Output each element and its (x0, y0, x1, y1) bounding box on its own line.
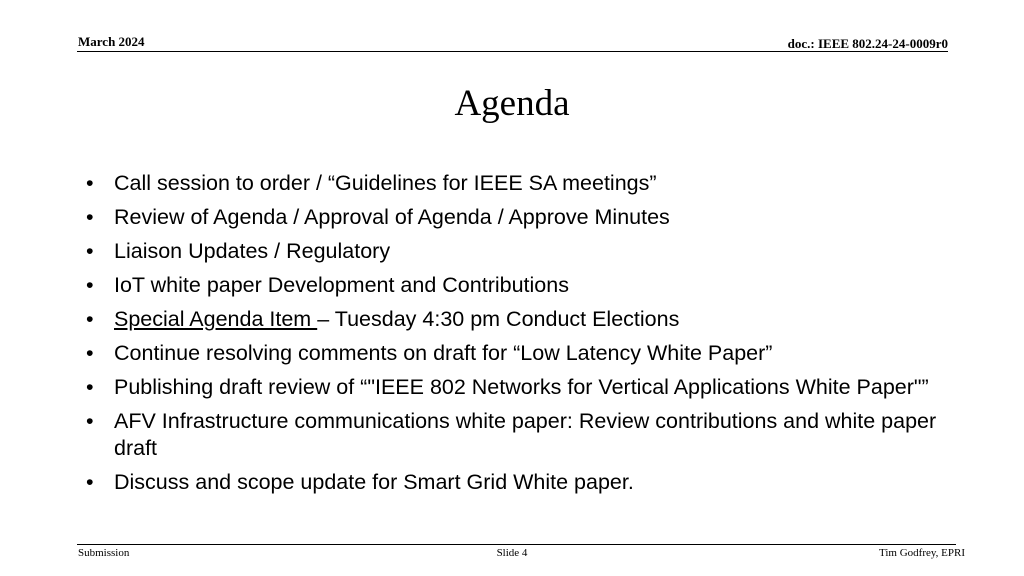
agenda-list (86, 170, 966, 503)
bullet-icon: • (86, 273, 94, 297)
agenda-item (86, 272, 966, 299)
bullet-icon: • (86, 470, 94, 494)
special-agenda-item-label: Special Agenda Item (114, 307, 318, 331)
agenda-item (86, 469, 966, 496)
agenda-item (86, 306, 966, 333)
header-divider (77, 51, 948, 52)
agenda-item-text: Review of Agenda / Approval of Agenda / Approve Minutes (114, 205, 670, 229)
agenda-item (86, 170, 966, 197)
slide-title: Agenda (454, 83, 570, 124)
bullet-icon: • (86, 239, 94, 263)
agenda-item-text: IoT white paper Development and Contributions (114, 273, 569, 297)
bullet-icon: • (86, 307, 94, 331)
agenda-item (86, 204, 966, 231)
bullet-icon: • (86, 375, 94, 399)
agenda-item (86, 340, 966, 367)
agenda-item-text: Discuss and scope update for Smart Grid White paper. (114, 470, 634, 494)
agenda-item (86, 408, 966, 462)
footer-divider (77, 544, 956, 545)
footer-author: Tim Godfrey, EPRI (879, 547, 965, 559)
agenda-item-text: AFV Infrastructure communications white paper: Review contributions and white paper draft (114, 409, 937, 460)
bullet-icon: • (86, 409, 94, 433)
header-doc-id: doc.: IEEE 802.24-24-0009r0 (787, 36, 948, 51)
agenda-item (86, 238, 966, 265)
agenda-item-text: Publishing draft review of “"IEEE 802 Networks for Vertical Applications White Paper"” (114, 375, 929, 399)
agenda-item-text: Continue resolving comments on draft for “Low Latency White Paper” (114, 341, 773, 365)
agenda-item (86, 374, 966, 401)
agenda-item-text: Call session to order / “Guidelines for IEEE SA meetings” (114, 171, 657, 195)
footer-submission: Submission (78, 547, 130, 559)
header-date: March 2024 (78, 34, 145, 49)
agenda-item-text: Liaison Updates / Regulatory (114, 239, 391, 263)
bullet-icon: • (86, 171, 94, 195)
footer-slide-number: Slide 4 (496, 547, 528, 559)
bullet-icon: • (86, 341, 94, 365)
agenda-item-text: – Tuesday 4:30 pm Conduct Elections (317, 307, 680, 331)
bullet-icon: • (86, 205, 94, 229)
